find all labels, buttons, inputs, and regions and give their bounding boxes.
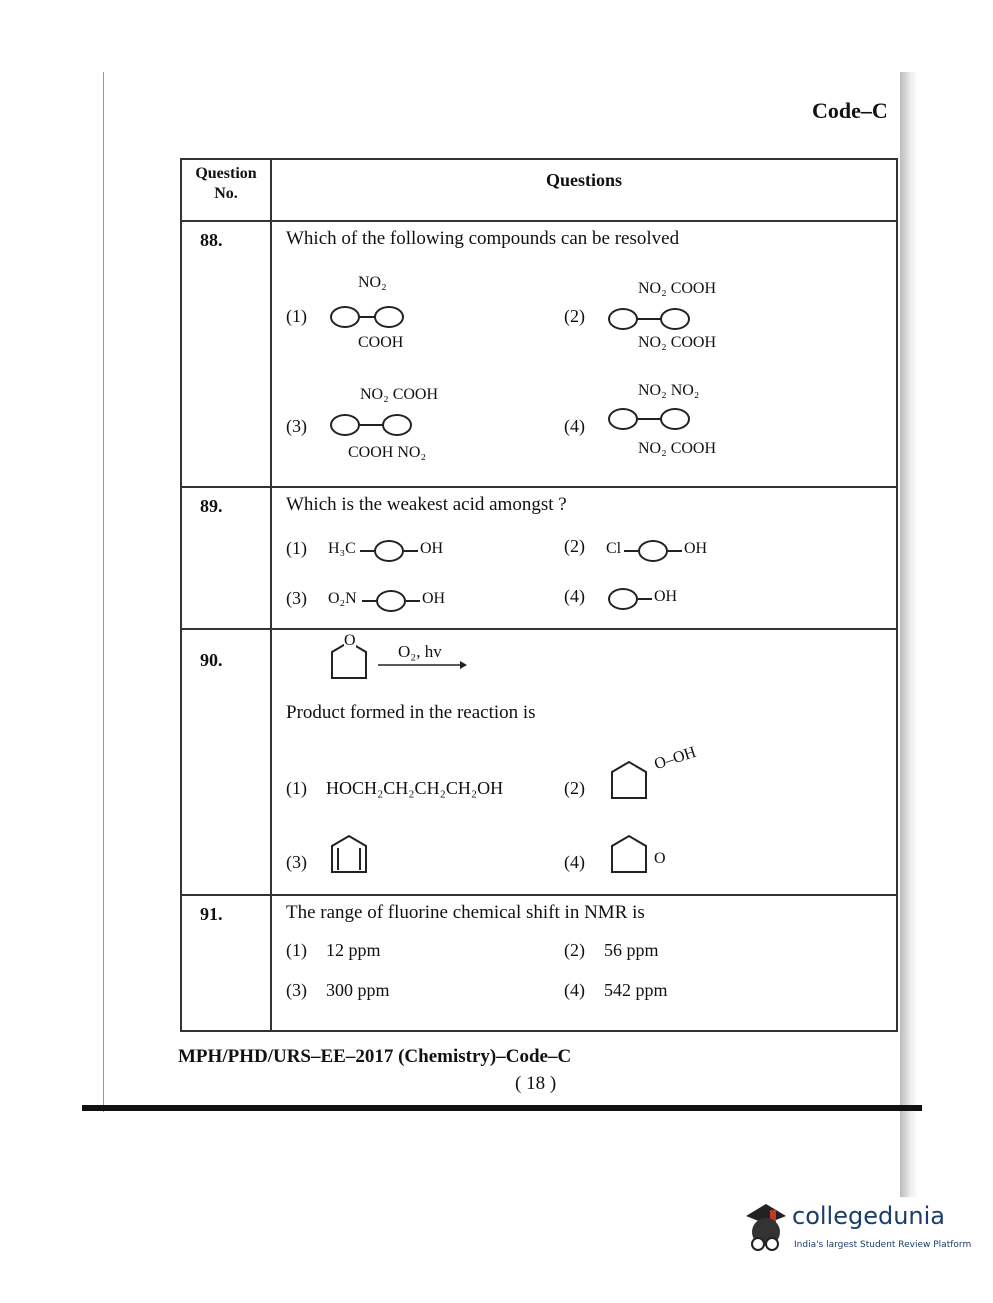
scan-bottom-edge xyxy=(82,1105,922,1111)
scan-edge-shadow xyxy=(900,72,918,1197)
logo-brand: collegedunia xyxy=(792,1202,946,1230)
q88-opt1-label: (1) xyxy=(286,306,307,326)
dihydrofuran-ring-icon xyxy=(326,828,372,876)
header-question-no: Question No. xyxy=(181,159,271,221)
q89-opt3-right: OH xyxy=(422,590,446,607)
q88-opt3-label: (3) xyxy=(286,416,307,436)
footer-exam-code: MPH/PHD/URS–EE–2017 (Chemistry)–Code–C xyxy=(178,1046,572,1067)
q90-reagent: O₂, hv xyxy=(398,642,442,661)
mascot-icon xyxy=(740,1200,790,1256)
q91-opt2-label: (2) xyxy=(564,940,585,960)
bond-line xyxy=(360,550,374,552)
q91-opt3-text: 300 ppm xyxy=(326,980,390,1000)
bond-line xyxy=(406,600,420,602)
q88-body xyxy=(271,221,897,487)
benzene-ring-icon xyxy=(638,540,668,562)
q88-number: 88. xyxy=(181,221,271,487)
q89-text: Which is the weakest acid amongst ? xyxy=(286,494,567,515)
q88-opt3-bottom: COOH NO₂ xyxy=(348,444,427,461)
benzene-ring-icon xyxy=(376,590,406,612)
q88-text: Which of the following compounds can be resolved xyxy=(286,228,680,249)
biphenyl-ring-icon xyxy=(330,414,360,436)
q89-opt4-label: (4) xyxy=(564,586,585,606)
q91-body xyxy=(271,895,897,1031)
q91-text: The range of fluorine chemical shift in NMR is xyxy=(286,902,645,923)
q89-opt2-right: OH xyxy=(684,540,708,557)
q88-opt4-label: (4) xyxy=(564,416,585,436)
q90-number: 90. xyxy=(181,629,271,895)
benzene-ring-icon xyxy=(374,540,404,562)
q89-opt1-left: H₃C xyxy=(328,540,356,557)
lactone-ring-icon xyxy=(606,828,656,876)
q91-number: 91. xyxy=(181,895,271,1031)
reaction-arrow-icon xyxy=(376,658,468,672)
q89-opt4-right: OH xyxy=(654,588,678,605)
q89-opt1-label: (1) xyxy=(286,538,307,558)
q89-opt3-left: O₂N xyxy=(328,590,357,607)
bond-line xyxy=(638,598,652,600)
q90-opt3-label: (3) xyxy=(286,852,307,872)
questions-table xyxy=(180,158,898,1032)
q89-opt2-label: (2) xyxy=(564,536,585,556)
q88-opt4-top: NO₂ NO₂ xyxy=(638,382,700,399)
q90-opt1-text: HOCH₂CH₂CH₂CH₂OH xyxy=(326,778,504,798)
biphenyl-ring-icon xyxy=(660,308,690,330)
bond-line xyxy=(362,600,376,602)
page-number: ( 18 ) xyxy=(515,1073,557,1094)
bond-line xyxy=(358,316,376,318)
code-label: Code–C xyxy=(812,98,888,123)
biphenyl-ring-icon xyxy=(374,306,404,328)
q91-opt3-label: (3) xyxy=(286,980,307,1000)
logo-tagline: India's largest Student Review Platform xyxy=(794,1240,972,1250)
q91-opt1-label: (1) xyxy=(286,940,307,960)
q89-body xyxy=(271,487,897,629)
q88-opt4-bottom: NO₂ COOH xyxy=(638,440,717,457)
q91-opt4-text: 542 ppm xyxy=(604,980,668,1000)
q90-body xyxy=(271,629,897,895)
bond-line xyxy=(358,424,384,426)
q90-text: Product formed in the reaction is xyxy=(286,702,536,723)
bond-line xyxy=(624,550,638,552)
q89-opt1-right: OH xyxy=(420,540,444,557)
q88-opt2-top: NO₂ COOH xyxy=(638,280,717,297)
biphenyl-ring-icon xyxy=(660,408,690,430)
biphenyl-ring-icon xyxy=(608,408,638,430)
q91-opt1-text: 12 ppm xyxy=(326,940,381,960)
q89-opt3-label: (3) xyxy=(286,588,307,608)
q88-opt1-bottom: COOH xyxy=(358,334,404,351)
q88-opt2-bottom: NO₂ COOH xyxy=(638,334,717,351)
bond-line xyxy=(404,550,418,552)
q91-opt2-text: 56 ppm xyxy=(604,940,659,960)
q89-number: 89. xyxy=(181,487,271,629)
bond-line xyxy=(636,318,662,320)
q91-opt4-label: (4) xyxy=(564,980,585,1000)
q90-opt2-label: (2) xyxy=(564,778,585,798)
biphenyl-ring-icon xyxy=(608,308,638,330)
biphenyl-ring-icon xyxy=(330,306,360,328)
benzene-ring-icon xyxy=(608,588,638,610)
q90-opt4-label: (4) xyxy=(564,852,585,872)
q90-opt4-text: O xyxy=(654,850,666,867)
q88-opt1-top: NO₂ xyxy=(358,274,387,291)
q90-opt2-text: O–OH xyxy=(652,743,699,774)
q89-opt2-left: Cl xyxy=(606,540,622,557)
thf-hydroperoxide-ring-icon xyxy=(606,754,652,802)
bond-line xyxy=(636,418,662,420)
bond-line xyxy=(668,550,682,552)
q90-ring-atom: O xyxy=(344,632,356,649)
collegedunia-logo xyxy=(740,1200,972,1260)
biphenyl-ring-icon xyxy=(382,414,412,436)
q88-opt2-label: (2) xyxy=(564,306,585,326)
q90-opt1-label: (1) xyxy=(286,778,307,798)
q88-opt3-top: NO₂ COOH xyxy=(360,386,439,403)
left-margin-line xyxy=(103,72,104,1112)
header-questions: Questions xyxy=(271,159,897,221)
